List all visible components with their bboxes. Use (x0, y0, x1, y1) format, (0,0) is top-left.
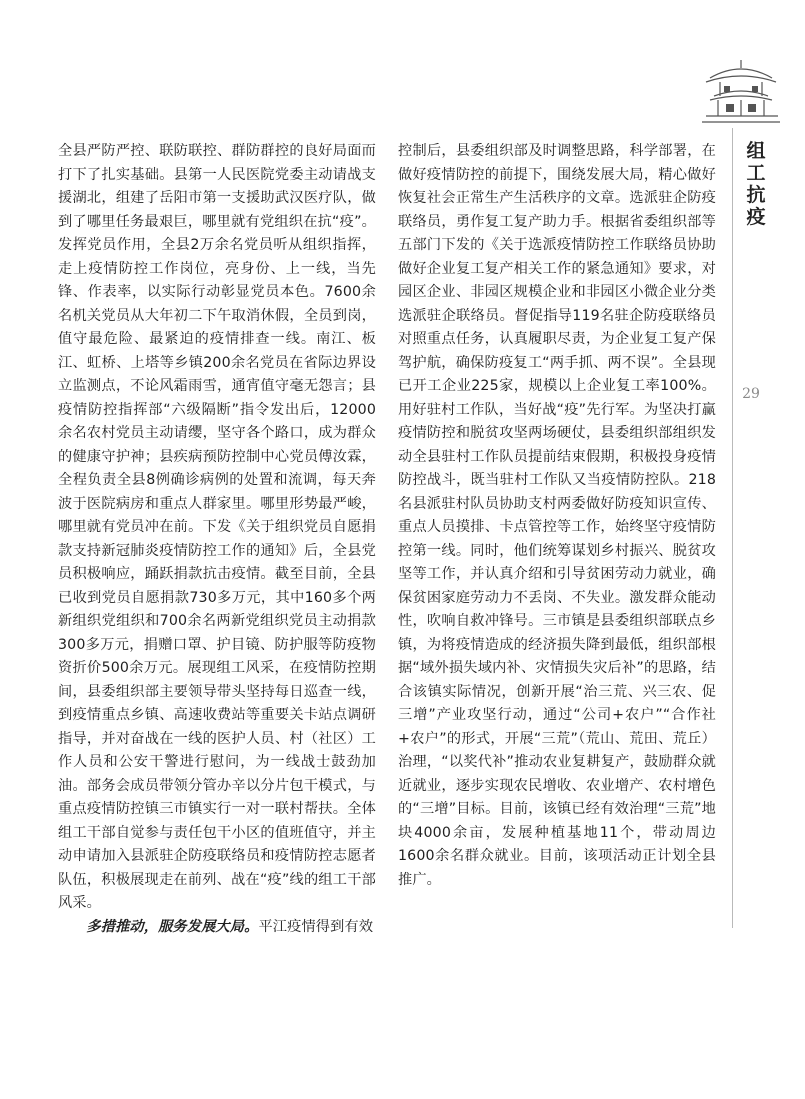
paragraph-text: 平江疫情得到有效 (258, 918, 374, 935)
article-paragraph (58, 916, 376, 940)
article-paragraph: 全县严防严控、联防联控、群防群控的良好局面而打下了扎实基础。县第一人民医院党委主动请战支援湖北，组建了岳阳市第一支援助武汉医疗队，做到了哪里任务最艰巨，哪里就有党组织在抗“疫”。发挥党员作用，全县2万余名党员听从组织指挥，走上疫情防控工作岗位，亮身份、上一线，当先锋、作表率，以实际行动彰显党员本色。7600余名机关党员从大年初二下午取消休假，全员到岗，值守最危险、最紧迫的疫情排查一线。南江、板江、虹桥、上塔等乡镇200余名党员在省际边界设立监测点，不论风霜雨雪，通宵值守毫无怨言；县疫情防控指挥部“六级隔断”指令发出后，12000余名农村党员主动请缨，坚守各个路口，成为群众的健康守护神；县疾病预防控制中心党员傅汝霖，全程负责全县8例确诊病例的处置和流调，每天奔波于医院病房和重点人群家里。哪里形势最严峻，哪里就有党员冲在前。下发《关于组织党员自愿捐款支持新冠肺炎疫情防控工作的通知》后，全县党员积极响应，踊跃捐款抗击疫情。截至目前，全县已收到党员自愿捐款730多万元，其中160多个两新组织党组织和700余名两新党组织党员主动捐款300多万元，捐赠口罩、护目镜、防护服等防疫物资折价500余万元。展现组工风采，在疫情防控期间，县委组织部主要领导带头坚持每日巡查一线，到疫情重点乡镇、高速收费站等重要关卡站点调研指导，并对奋战在一线的医护人员、村（社区）工作人员和公安干警进行慰问，为一线战士鼓劲加油。部务会成员带领分管办辛以分片包干模式，与重点疫情防控镇三市镇实行一对一联村帮扶。全体组工干部自觉参与责任包干小区的值班值守，并主动申请加入县派驻企防疫联络员和疫情防控志愿者队伍，积极展现走在前列、战在“疫”线的组工干部风采。 (58, 143, 376, 911)
article-paragraph: 控制后，县委组织部及时调整思路，科学部署，在做好疫情防控的前提下，围绕发展大局，精心做好恢复社会正常生产生活秩序的文章。选派驻企防疫联络员，勇作复工复产助力手。根据省委组织部等五部门下发的《关于选派疫情防控工作联络员协助做好企业复工复产相关工作的紧急通知》要求，对园区企业、非园区规模企业和非园区小微企业分类选派驻企联络员。督促指导119名驻企防疫联络员对照重点任务，认真履职尽责，为企业复工复产保驾护航，确保防疫复工“两手抓、两不误”。全县现已开工企业225家，规模以上企业复工率100%。用好驻村工作队，当好战“疫”先行军。为坚决打赢疫情防控和脱贫攻坚两场硬仗，县委组织部组织发动全县驻村工作队员提前结束假期，积极投身疫情防控战斗，既当驻村工作队又当疫情防控队。218名县派驻村队员协助支村两委做好防疫知识宣传、重点人员摸排、卡点管控等工作，始终坚守疫情防控第一线。同时，他们统筹谋划乡村振兴、脱贫攻坚等工作，并认真介绍和引导贫困劳动力就业，确保贫困家庭劳动力不丢岗、不失业。激发群众能动性，吹响自救冲锋号。三市镇是县委组织部联点乡镇，为将疫情造成的经济损失降到最低，组织部根据“域外损失域内补、灾情损失灾后补”的思路，结合该镇实际情况，创新开展“治三荒、兴三农、促三增”产业攻坚行动，通过“公司+农户”“合作社+农户”的形式，开展“三荒”（荒山、荒田、荒丘）治理，“以奖代补”推动农业复耕复产，鼓励群众就近就业，逐步实现农民增收、农业增产、农村增色的“三增”目标。目前，该镇已经有效治理“三荒”地块4000余亩，发展种植基地11个，带动周边1600余名群众就业。目前，该项活动正计划全县推广。 (398, 143, 716, 888)
paragraph-lead-heading: 多措推动，服务发展大局。 (86, 918, 259, 935)
sidebar-divider (732, 128, 733, 928)
article-column-right (398, 140, 716, 892)
page-number: 29 (742, 386, 760, 402)
article-column-left (58, 140, 376, 939)
section-title: 组工抗疫 (746, 140, 766, 228)
pavilion-icon (700, 56, 782, 128)
